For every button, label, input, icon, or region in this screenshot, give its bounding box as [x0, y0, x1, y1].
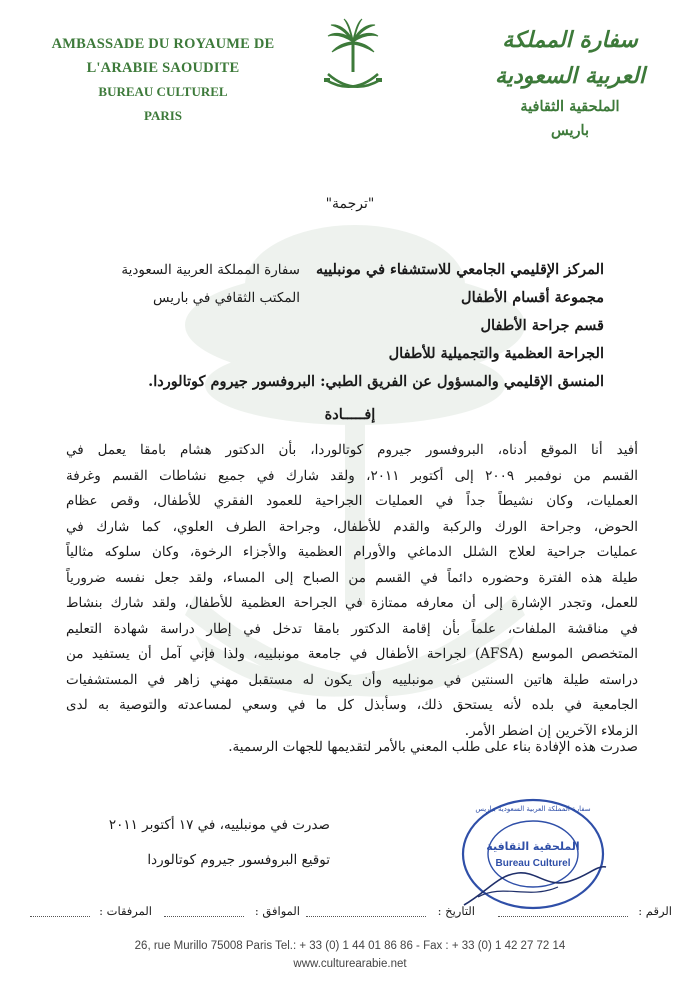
body-line: الجامعية في بلده لأنه يستحق ذلك، وسأبذل كل ما في وسعي لمساعدته والتوصية به لدى [66, 697, 638, 713]
letterhead-bureau-fr: BUREAU CULTUREL [98, 84, 228, 99]
stamp-ar-text: الملحقية الثقافية [486, 840, 580, 853]
stamp-ring-text: سفارة المملكة العربية السعودية بباريس [475, 805, 591, 813]
reference-fields-row [20, 900, 680, 924]
place-date: صدرت في مونبلييه، في ١٧ أكتوبر ٢٠١١ [108, 817, 330, 833]
letterhead-bureau-ar: الملحقية الثقافية [520, 98, 620, 115]
attachments-field-line [30, 916, 90, 917]
body-line: دراسته طيلة هاتين السنتين في مونبلييه وأن يكون له مستقبل مهني زاهر في المستشفيات [66, 671, 638, 688]
recipient-line: الجراحة العظمية والتجميلية للأطفال [388, 345, 604, 362]
recipient-line: المنسق الإقليمي والمسؤول عن الفريق الطبي: البروفسور جيروم كوتالوردا. [148, 373, 604, 390]
body-line: طيلة هذه الفترة وحضوره دائماً في القسم من الصباح إلى المساء، ولقد جعل نفسه ضرورياً [66, 569, 638, 586]
body-line: العمليات، وكان نشيطاً جداً في العمليات الجراحية للعمود الفقري للأطفال، وقص عظام [66, 493, 638, 509]
french-letterhead [28, 32, 298, 128]
letterhead-embassy-ar: سفارة المملكة العربية السعودية [495, 27, 645, 89]
body-line: الزملاء الآخرين إن اضطر الأمر. [464, 722, 638, 739]
saudi-emblem-icon [320, 18, 386, 98]
closing-statement: صدرت هذه الإفادة بناء على طلب المعني بالأمر لتقديمها للجهات الرسمية. [228, 739, 638, 755]
certificate-body [66, 438, 638, 744]
sender-block [100, 256, 300, 312]
signature-line: توقيع البروفسور جيروم كوتالوردا [147, 852, 330, 868]
recipient-line: قسم جراحة الأطفال [480, 317, 604, 334]
body-line: أفيد أنا الموقع أدناه، البروفسور جيروم كوتالوردا، بأن الدكتور هشام بامقا يعمل في [66, 442, 638, 458]
body-line: الحوض، وجراحة الورك والركبة والقدم للأطفال، وجراحة الطرف العلوي، كما شارك في [66, 518, 638, 535]
letterhead-city-ar: باريس [551, 122, 589, 139]
body-line: القسم من نوفمبر ٢٠٠٩ إلى أكتوبر ٢٠١١، ولقد شارك في جميع نشاطات القسم وغرفة [66, 467, 638, 484]
letterhead-city-fr: PARIS [143, 108, 183, 123]
date-field-line [306, 916, 426, 917]
translation-label: "ترجمة" [325, 196, 375, 212]
recipient-line: مجموعة أقسام الأطفال [461, 289, 604, 306]
sender-line: المكتب الثقافي في باريس [153, 290, 300, 306]
body-line: في مناقشة الملفات، علماً بأن إقامة الدكتور بامقا تدخل في إطار دراسة شهادة التعليم [66, 620, 638, 637]
approved-field-line [164, 916, 244, 917]
body-line: للعمل، وتجدر الإشارة إلى أن معارفه ممتازة في الجراحة العظمية للأطفال، ولقد شارك بنشاط [66, 595, 638, 611]
letterhead-embassy-fr: AMBASSADE DU ROYAUME DE L'ARABIE SAOUDITE [51, 36, 275, 76]
reference-field-line [498, 916, 628, 917]
recipient-line: المركز الإقليمي الجامعي للاستشفاء في مونبلييه [315, 261, 604, 278]
stamp-fr-text: Bureau Culturel [495, 858, 571, 869]
official-stamp-icon [458, 795, 608, 913]
sender-line: سفارة المملكة العربية السعودية [121, 262, 300, 278]
body-line: المتخصص الموسع (AFSA) لجراحة الأطفال في جامعة مونبلييه، ولذا فإني آمل أن يستفيد من [66, 646, 638, 662]
footer-website-link[interactable]: www.culturearabie.net [293, 958, 407, 970]
approved-field-label: الموافق : [254, 904, 300, 918]
footer-address: 26, rue Murillo 75008 Paris Tel.: + 33 (0) 1 44 01 86 86 - Fax : + 33 (0) 1 42 27 72 14 [134, 940, 566, 952]
attachments-field-label: المرفقات : [99, 904, 152, 918]
arabic-letterhead [470, 22, 670, 142]
document-title: إفـــــادة [324, 406, 376, 423]
date-field-label: التاريخ : [437, 904, 475, 918]
body-line: عمليات جراحية لعلاج الشلل الدماغي والأورام العظمية والأجزاء الرخوة، وكان سلوكه مثالياً [66, 544, 638, 560]
reference-field-label: الرقم : [638, 904, 672, 918]
